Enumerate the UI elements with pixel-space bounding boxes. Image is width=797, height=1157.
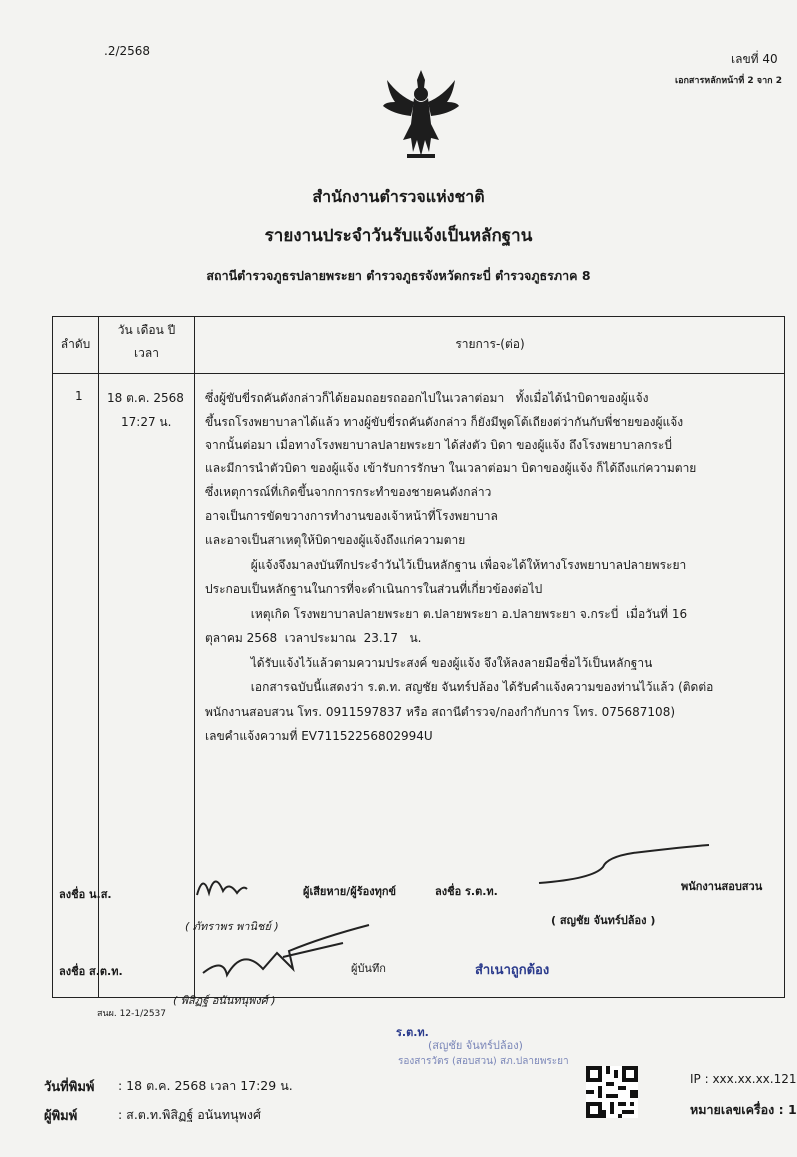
report-table xyxy=(52,316,785,1007)
detail-line: ซึ่งเหตุการณ์ที่เกิดขึ้นจากการกระทำของชายคนดังกล่าว xyxy=(205,485,492,499)
detail-line: และมีการนำตัวบิดา ของผู้แจ้ง เข้ารับการรักษา ในเวลาต่อมา บิดาของผู้แจ้ง ก็ได้ถึงแก่ความตาย xyxy=(205,461,697,475)
recorder-name: ( พิสิฏฐ์ อนันทนุพงศ์ ) xyxy=(173,994,276,1007)
stamp-name: (สญชัย จันทร์ปล้อง) xyxy=(428,1039,523,1052)
document-number: เลขที่ 40 xyxy=(731,52,778,66)
detail-line: เลขคำแจ้งความที่ EV71152256802994U xyxy=(205,729,433,743)
detail-line: ผู้แจ้งจึงมาลงบันทึกประจำวันไว้เป็นหลักฐาน เพื่อจะได้ให้ทางโรงพยาบาลปลายพระยา xyxy=(205,558,687,572)
officer-role: พนักงานสอบสวน xyxy=(681,880,763,893)
station-title: สถานีตำรวจภูธรปลายพระยา ตำรวจภูธรจังหวัดกระบี่ ตำรวจภูธรภาค 8 xyxy=(206,268,591,283)
detail-line: ซึ่งผู้ขับขี่รถคันดังกล่าวก็ได้ยอมถอยรถออกไปในเวลาต่อมา ทั้งเมื่อได้นำบิดาของผู้แจ้ง xyxy=(205,391,649,405)
form-code: สนผ. 12-1/2537 xyxy=(97,1009,167,1019)
detail-line: ได้รับแจ้งไว้แล้วตามความประสงค์ ของผู้แจ้ง จึงให้ลงลายมือชื่อไว้เป็นหลักฐาน xyxy=(205,656,653,670)
machine-number: หมายเลขเครื่อง : 1 xyxy=(690,1102,797,1117)
signature-label-officer: ลงชื่อ ร.ต.ท. xyxy=(435,885,498,898)
detail-line: พนักงานสอบสวน โทร. 0911597837 หรือ สถานีตำรวจ/กองกำกับการ โทร. 075687108) xyxy=(205,705,676,719)
ip-address: IP : xxx.xx.xx.121 xyxy=(690,1072,797,1086)
row-time: 17:27 น. xyxy=(121,415,172,429)
qr-code-icon xyxy=(586,1066,638,1118)
detail-line: อาจเป็นการขัดขวางการทำงานของเจ้าหน้าที่โรงพยาบาล xyxy=(205,509,498,523)
officer-name: ( สญชัย จันทร์ปล้อง ) xyxy=(551,914,656,927)
printer-value: : ส.ต.ท.พิสิฏฐ์ อนันทนุพงศ์ xyxy=(118,1107,261,1122)
recorder-role: ผู้บันทึก xyxy=(351,962,386,975)
header-date: วัน เดือน ปี xyxy=(117,323,176,337)
certified-copy-stamp: สำเนาถูกต้อง xyxy=(475,963,550,978)
reference-number: .2/2568 xyxy=(104,44,151,58)
header-divider xyxy=(53,373,784,374)
header-time: เวลา xyxy=(134,346,159,360)
signature-label-victim: ลงชื่อ น.ส. xyxy=(59,888,112,901)
detail-line: เอกสารฉบับนี้แสดงว่า ร.ต.ท. สญชัย จันทร์ปล้อง ได้รับคำแจ้งความของท่านไว้แล้ว (ติดต่อ xyxy=(205,680,714,694)
report-title: รายงานประจำวันรับแจ้งเป็นหลักฐาน xyxy=(264,226,533,246)
detail-line: เหตุเกิด โรงพยาบาลปลายพระยา ต.ปลายพระยา อ.ปลายพระยา จ.กระบี่ เมื่อวันที่ 16 xyxy=(205,607,688,621)
print-date-value: : 18 ต.ค. 2568 เวลา 17:29 น. xyxy=(118,1078,293,1093)
signature-label-recorder: ลงชื่อ ส.ต.ท. xyxy=(59,965,123,978)
detail-line: และอาจเป็นสาเหตุให้บิดาของผู้แจ้งถึงแก่ความตาย xyxy=(205,533,466,547)
victim-role: ผู้เสียหาย/ผู้ร้องทุกข์ xyxy=(303,885,397,898)
detail-line: จากนั้นต่อมา เมื่อทางโรงพยาบาลปลายพระยา ได้ส่งตัว บิดา ของผู้แจ้ง ถึงโรงพยาบาลกระบี่ xyxy=(205,438,672,452)
detail-line: ตุลาคม 2568 เวลาประมาณ 23.17 น. xyxy=(205,631,422,645)
detail-line: ประกอบเป็นหลักฐานในการที่จะดำเนินการในส่วนที่เกี่ยวข้องต่อไป xyxy=(205,582,543,596)
header-seq: ลำดับ xyxy=(60,337,91,351)
row-date: 18 ต.ค. 2568 xyxy=(107,391,184,405)
header-details: รายการ-(ต่อ) xyxy=(455,337,525,351)
org-title: สำนักงานตำรวจแห่งชาติ xyxy=(312,187,485,206)
stamp-position: รองสารวัตร (สอบสวน) สภ.ปลายพระยา xyxy=(398,1056,569,1067)
victim-name: ( ภัทราพร พานิชย์ ) xyxy=(185,920,279,933)
page-info: เอกสารหลักหน้าที่ 2 จาก 2 xyxy=(675,76,782,86)
garuda-emblem-icon xyxy=(381,68,461,164)
row-seq: 1 xyxy=(75,389,83,403)
stamp-rank: ร.ต.ท. xyxy=(396,1026,429,1039)
detail-line: ขึ้นรถโรงพยาบาลาได้แล้ว ทางผู้ขับขี่รถคันดังกล่าว ก็ยังมีพูดโต้เถียงต่ว่ากันกับพี่ชายของผู้แจ้ง xyxy=(205,415,684,429)
recorder-signature xyxy=(193,917,373,991)
print-date-label: วันที่พิมพ์ xyxy=(44,1080,95,1095)
victim-signature xyxy=(193,865,253,909)
printer-label: ผู้พิมพ์ xyxy=(44,1109,78,1124)
